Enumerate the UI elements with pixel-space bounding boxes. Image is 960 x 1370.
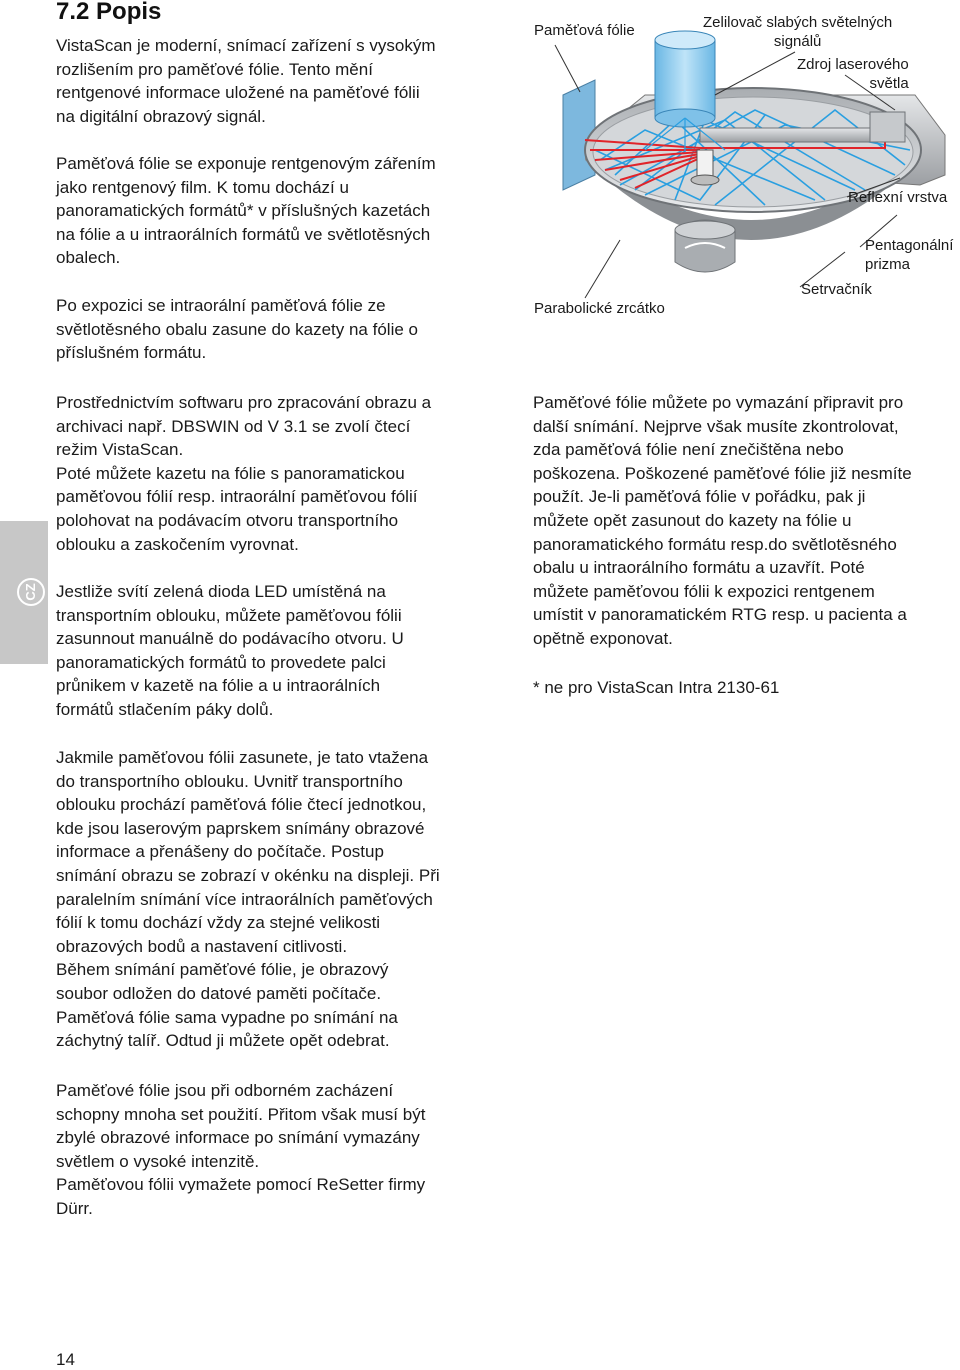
text-line: zasunnout manuálně do podávacího otvoru. U (56, 629, 404, 649)
paragraph-scanning (56, 746, 440, 1053)
text-line: kde jsou laserovým paprskem snímány obrazové (56, 818, 425, 838)
text-line: obalech. (56, 248, 121, 268)
text-line: rozlišením pro paměťové fólie. Tento mění (56, 59, 373, 79)
paragraph-software (56, 391, 431, 556)
text-line: zda paměťová fólie není znečištěna nebo (533, 440, 844, 460)
language-badge: CZ (17, 578, 45, 606)
text-line: Během snímání paměťové fólie, je obrazový (56, 960, 389, 980)
label-flywheel: Setrvačník (801, 281, 872, 298)
text-line: Jakmile paměťovou fólii zasunete, je tato vtažena (56, 748, 429, 767)
text-line: Paměťové fólie jsou při odborném zacházení (56, 1081, 394, 1100)
text-line: světlem o vysoké intenzitě. (56, 1151, 260, 1171)
paragraph-intro (56, 34, 436, 128)
text-line: panoramatického formátu resp.do světlotěsného (533, 534, 897, 554)
text-line: použít. Je-li paměťová fólie v pořádku, pak ji (533, 487, 866, 507)
paragraph-erasing (56, 1079, 425, 1221)
text-line: polohovat na podávacím otvoru transportního (56, 510, 399, 530)
label-reflective-layer: Reflexní vrstva (848, 189, 948, 206)
text-line: Paměťová fólie se exponuje rentgenovým zářením (56, 154, 436, 173)
label-parabolic-mirror: Parabolické zrcátko (534, 300, 665, 317)
text-line: Poté můžete kazetu na fólie s panoramatickou (56, 463, 405, 483)
text-line: paralelním snímání více intraorálních paměťových (56, 889, 433, 909)
text-line: další snímání. Nejprve však musíte zkontrolovat, (533, 416, 899, 436)
text-line: Dürr. (56, 1198, 93, 1218)
text-line: světlotěsného obalu zasune do kazety na fólie o (56, 319, 418, 339)
text-line: na fólie a u intraorálních formátů ve světlotěsných (56, 224, 431, 244)
text-line: záchytný talíř. Odtud ji můžete opět odebrat. (56, 1031, 390, 1051)
flywheel (675, 220, 735, 272)
label-line: prizma (865, 256, 911, 273)
label-line: signálů (773, 33, 822, 50)
text-line: informace a přenášeny do počítače. Postup (56, 842, 384, 862)
text-line: můžete opět zasunout do kazety na fólie u (533, 510, 852, 530)
text-line: panoramatických formátů* v příslušných kazetách (56, 201, 431, 221)
label-line: světla (869, 75, 909, 92)
text-line: snímání obrazu se zobrazí v okénku na displeji. Při (56, 865, 440, 885)
paragraph-led (56, 580, 404, 722)
text-line: poškozena. Poškozené paměťové fólie již nesmíte (533, 463, 912, 483)
text-line: umístit v panoramatickém RTG resp. u pacienta a (533, 605, 907, 625)
text-line: příslušném formátu. (56, 343, 207, 363)
text-line: oblouku a zaskočením vyrovnat. (56, 534, 299, 554)
label-pentagonal-prism (865, 236, 953, 274)
text-line: Paměťovou fólii vymažete pomocí ReSetter firmy (56, 1175, 426, 1195)
text-line: oblouku prochází paměťová fólie čtecí jednotkou, (56, 795, 427, 815)
text-line: můžete paměťovou fólii k expozici rentgenem (533, 581, 875, 601)
text-line: Paměťová fólie sama vypadne po snímání na (56, 1007, 398, 1027)
text-line: formátů stlačením páky dolů. (56, 699, 274, 719)
text-line: opětně exponovat. (533, 628, 673, 648)
paragraph-exposure (56, 152, 436, 270)
text-line: průnikem v kazetě na fólie a u intraorálních (56, 676, 381, 696)
label-line: Zelilovač slabých světelných (703, 14, 893, 31)
text-line: režim VistaScan. (56, 440, 184, 460)
text-line: Jestliže svítí zelená dioda LED umístěná na (56, 582, 386, 601)
label-memory-film: Paměťová fólie (534, 22, 635, 39)
label-line: Zdroj laserového (797, 56, 909, 73)
text-line: obrazových bodů a nastavení citlivosti. (56, 936, 348, 956)
section-heading: 7.2 Popis (56, 0, 162, 25)
text-line: panoramatických formátů to provedete palci (56, 652, 386, 672)
text-line: paměťovou fólií resp. intraorální paměťovou fólií (56, 487, 418, 507)
paragraph-cassette (56, 294, 418, 365)
text-line: jako rentgenový film. K tomu dochází u (56, 177, 349, 197)
text-line: VistaScan je moderní, snímací zařízení s vysokým (56, 36, 436, 55)
text-line: archivaci např. DBSWIN od V 3.1 se zvolí čtecí (56, 416, 411, 436)
text-line: transportním oblouku, můžete paměťovou fólii (56, 605, 402, 625)
text-line: obalu u intraorálního formátu a uzavřít. Poté (533, 558, 865, 578)
text-line: Po expozici se intraorální paměťová fólie ze (56, 296, 386, 315)
text-line: Paměťové fólie můžete po vymazání připravit pro (533, 393, 904, 412)
label-signal-amplifier (703, 13, 892, 51)
text-line: zbylé obrazové informace po snímání vymazány (56, 1128, 420, 1148)
text-line: do transportního oblouku. Uvnitř transportního (56, 771, 403, 791)
page-number: 14 (56, 1350, 75, 1369)
label-laser-source (797, 55, 909, 93)
text-line: schopny mnoha set použití. Přitom však musí být (56, 1104, 426, 1124)
text-line: rentgenové informace uložené na paměťové fólii (56, 83, 420, 103)
text-line: na digitální obrazový signál. (56, 106, 266, 126)
text-line: soubor odložen do datové paměti počítače. (56, 983, 382, 1003)
footnote: * ne pro VistaScan Intra 2130-61 (533, 678, 780, 697)
scanner-diagram (525, 0, 960, 330)
paragraph-reuse (533, 391, 912, 651)
text-line: Prostřednictvím softwaru pro zpracování obrazu a (56, 393, 432, 412)
label-line: Pentagonální (865, 237, 954, 254)
text-line: fólií k tomu dochází vždy za stejné velikosti (56, 913, 381, 933)
